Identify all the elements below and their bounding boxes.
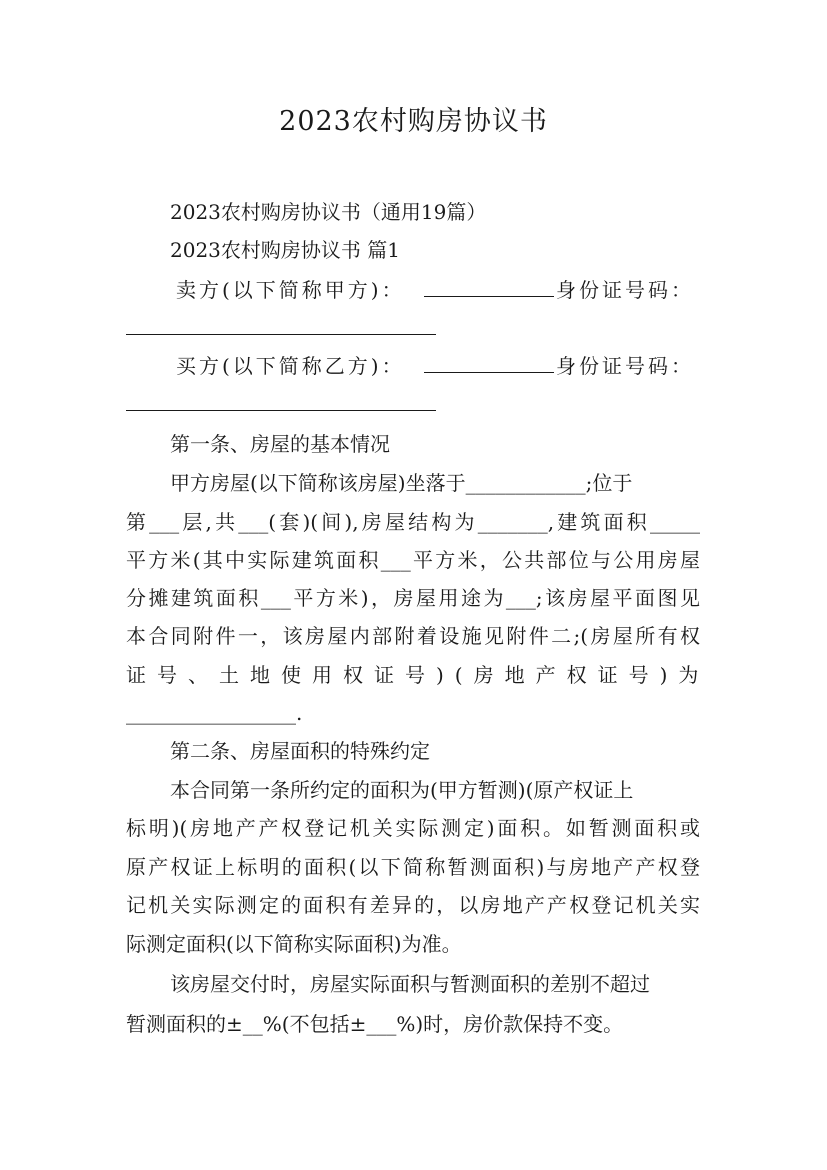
article2-line: 记机关实际测定的面积有差异的，以房地产产权登记机关实 xyxy=(126,893,700,917)
seller-id-label: 身份证号码： xyxy=(556,278,694,302)
seller-id-blank xyxy=(126,334,436,335)
seller-label: 卖方(以下简称甲方)： xyxy=(176,278,405,302)
buyer-id-blank xyxy=(126,410,436,411)
document-subtitle: 2023农村购房协议书（通用19篇） xyxy=(170,200,487,224)
buyer-label: 买方(以下简称乙方)： xyxy=(176,354,405,378)
buyer-name-blank xyxy=(424,372,554,373)
buyer-id-label: 身份证号码： xyxy=(556,354,694,378)
section-title: 2023农村购房协议书 篇1 xyxy=(170,238,400,262)
article1-line: 平方米(其中实际建筑面积___平方米，公共部位与公用房屋 xyxy=(126,548,700,572)
seller-name-blank xyxy=(424,296,554,297)
article1-line: 分摊建筑面积___平方米)，房屋用途为___;该房屋平面图见 xyxy=(126,586,700,610)
article1-line: 第___层,共___(套)(间),房屋结构为_______,建筑面积_____ xyxy=(126,510,700,534)
article2-line: 标明)(房地产产权登记机关实际测定)面积。如暂测面积或 xyxy=(126,816,700,840)
article1-heading: 第一条、房屋的基本情况 xyxy=(170,432,390,456)
article2-line: 本合同第一条所约定的面积为(甲方暂测)(原产权证上 xyxy=(170,778,634,802)
article2-para2-line: 暂测面积的±__%(不包括±___%)时，房价款保持不变。 xyxy=(126,1012,624,1036)
article2-line: 际测定面积(以下简称实际面积)为准。 xyxy=(126,932,462,956)
article1-line: _________________. xyxy=(126,701,303,725)
article2-line: 原产权证上标明的面积(以下简称暂测面积)与房地产产权登 xyxy=(126,855,700,879)
article2-para2-line: 该房屋交付时，房屋实际面积与暂测面积的差别不超过 xyxy=(170,972,650,996)
article1-line: 证号、土地使用权证号)(房地产权证号)为 xyxy=(126,663,710,687)
document-title: 2023农村购房协议书 xyxy=(279,106,548,137)
article2-heading: 第二条、房屋面积的特殊约定 xyxy=(170,739,430,763)
article1-line: 甲方房屋(以下简称该房屋)坐落于____________;位于 xyxy=(170,471,633,495)
article1-line: 本合同附件一，该房屋内部附着设施见附件二;(房屋所有权 xyxy=(126,624,700,648)
